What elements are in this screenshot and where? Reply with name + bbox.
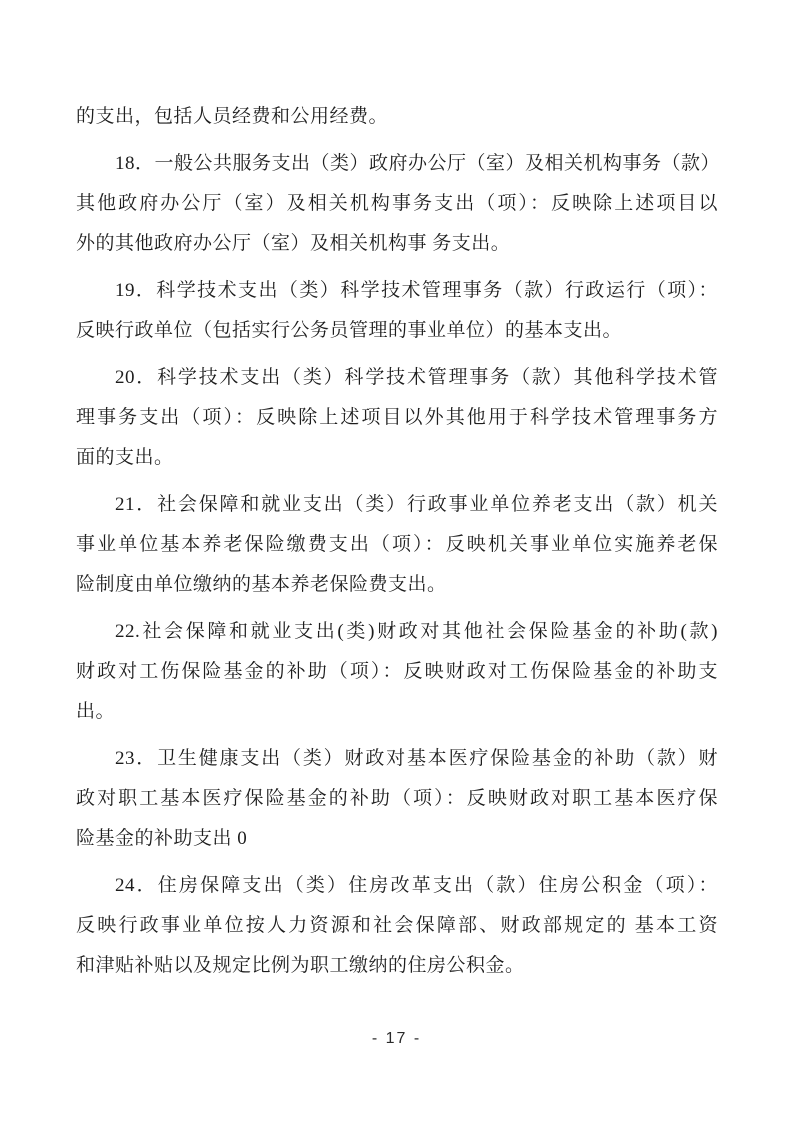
text-line: 险基金的补助支出 0 — [76, 828, 248, 849]
text-line: 反映行政事业单位按人力资源和社会保障部、财政部规定的 基本工资 — [76, 915, 718, 936]
text-line: 出。 — [76, 701, 116, 722]
text-line: 23．卫生健康支出（类）财政对基本医疗保险基金的补助（款）财 — [114, 748, 718, 769]
document-body — [76, 97, 718, 993]
paragraph-item-22 — [76, 612, 718, 732]
text-line: 21．社会保障和就业支出（类）行政事业单位养老支出（款）机关 — [114, 494, 718, 515]
text-line: 事业单位基本养老保险缴费支出（项）：反映机关事业单位实施养老保 — [76, 534, 718, 555]
text-line: 24．住房保障支出（类）住房改革支出（款）住房公积金（项）： — [114, 875, 718, 896]
text-line: 的支出，包括人员经费和公用经费。 — [76, 106, 389, 127]
text-line: 外的其他政府办公厅（室）及相关机构事 务支出。 — [76, 233, 511, 254]
text-line: 理事务支出（项）：反映除上述项目以外其他用于科学技术管理事务方 — [76, 407, 718, 428]
text-line: 20．科学技术支出（类）科学技术管理事务（款）其他科学技术管 — [114, 367, 718, 388]
page-footer — [0, 1030, 793, 1048]
paragraph-item-20 — [76, 358, 718, 478]
text-line: 22.社会保障和就业支出(类)财政对其他社会保险基金的补助(款) — [114, 621, 718, 642]
paragraph-item-21 — [76, 485, 718, 605]
paragraph-continuation — [76, 97, 718, 137]
text-line: 反映行政单位（包括实行公务员管理的事业单位）的基本支出。 — [76, 320, 623, 341]
paragraph-item-24 — [76, 866, 718, 986]
paragraph-item-19 — [76, 271, 718, 351]
text-line: 19．科学技术支出（类）科学技术管理事务（款）行政运行（项）： — [114, 280, 718, 301]
text-line: 和津贴补贴以及规定比例为职工缴纳的住房公积金。 — [76, 955, 525, 976]
paragraph-item-23 — [76, 739, 718, 859]
text-line: 险制度由单位缴纳的基本养老保险费支出。 — [76, 574, 447, 595]
text-line: 财政对工伤保险基金的补助（项）：反映财政对工伤保险基金的补助支 — [76, 661, 718, 682]
paragraph-item-18 — [76, 144, 718, 264]
text-line: 其他政府办公厅（室）及相关机构事务支出（项）：反映除上述项目以 — [76, 193, 718, 214]
page-number: - 17 - — [371, 1030, 422, 1047]
text-line: 面的支出。 — [76, 447, 174, 468]
text-line: 18．一般公共服务支出（类）政府办公厅（室）及相关机构事务（款） — [114, 153, 720, 174]
text-line: 政对职工基本医疗保险基金的补助（项）：反映财政对职工基本医疗保 — [76, 788, 718, 809]
